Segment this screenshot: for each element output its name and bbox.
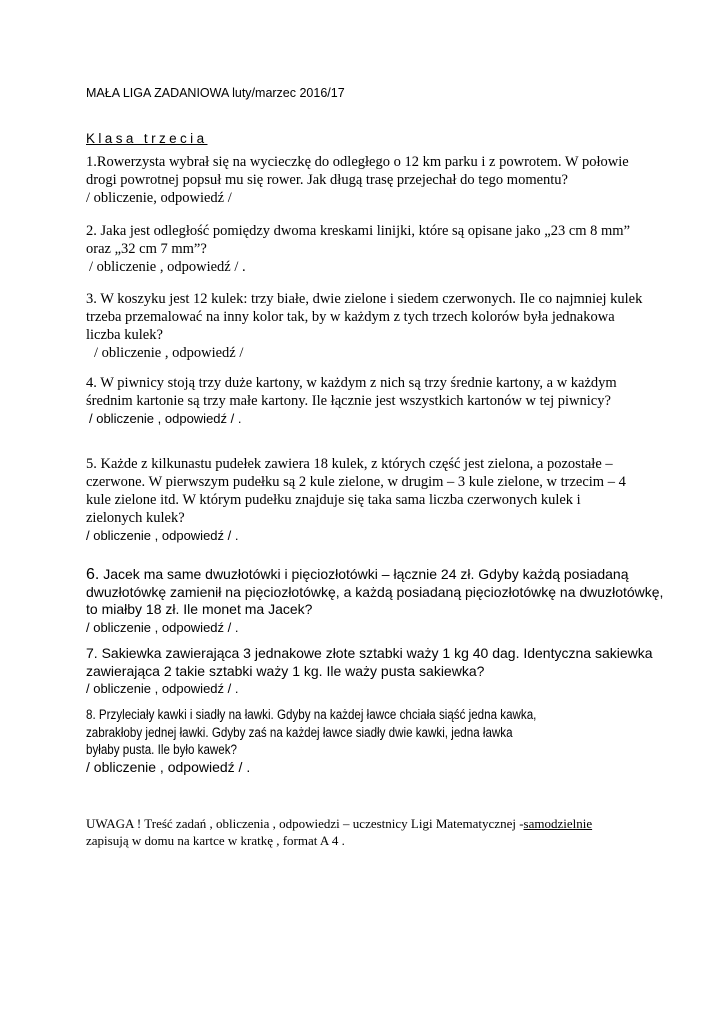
task-text-line: 8. Przyleciały kawki i siadły na ławki. Gdyby na każdej ławce chciała siąść jedna kawka,: [86, 707, 537, 722]
task-text-line: zawierająca 2 takie sztabki waży 1 kg. Ile waży pusta sakiewka?: [86, 662, 485, 679]
task-text-line: oraz „32 cm 7 mm”?: [86, 241, 207, 257]
note-text: UWAGA ! Treść zadań , obliczenia , odpowiedzi – uczestnicy Ligi Matematycznej -: [86, 816, 524, 831]
task-text-line: 1.Rowerzysta wybrał się na wycieczkę do odległego o 12 km parku i z powrotem. W połowie: [86, 154, 629, 170]
answer-hint: / obliczenie, odpowiedź /: [86, 190, 232, 206]
task-3: [86, 290, 646, 362]
task-text-line: drogi powrotnej popsuł mu się rower. Jak długą trasę przejechał do tego momentu?: [86, 172, 568, 188]
task-number: 6.: [86, 566, 100, 583]
answer-hint: / obliczenie , odpowiedź / .: [86, 758, 251, 775]
task-text-line: Jacek ma same dwuzłotówki i pięciozłotówki – łącznie 24 zł. Gdyby każdą posiadaną: [99, 566, 629, 582]
task-text-line: średnim kartonie są trzy małe kartony. Ile łącznie jest wszystkich kartonów w tej piwnicy?: [86, 393, 611, 409]
answer-hint: / obliczenie , odpowiedź / .: [86, 681, 239, 696]
answer-hint: / obliczenie , odpowiedź / .: [89, 411, 242, 426]
page-title: MAŁA LIGA ZADANIOWA luty/marzec 2016/17: [86, 86, 345, 100]
task-text-line: 3. W koszyku jest 12 kulek: trzy białe, dwie zielone i siedem czerwonych. Ile co najmniej kulek: [86, 291, 643, 307]
note-text: zapisują w domu na kartce w kratkę , format A 4 .: [86, 833, 345, 848]
answer-hint: / obliczenie , odpowiedź /: [94, 345, 244, 361]
task-text-line: zielonych kulek?: [86, 510, 185, 526]
task-text-line: 7. Sakiewka zawierająca 3 jednakowe złote sztabki waży 1 kg 40 dag. Identyczna sakiewka: [86, 645, 653, 661]
answer-hint: / obliczenie , odpowiedź / .: [86, 528, 239, 543]
task-7: [86, 645, 653, 698]
answer-hint: / obliczenie , odpowiedź / .: [89, 259, 246, 275]
task-text-line: liczba kulek?: [86, 327, 163, 343]
task-8: [86, 706, 646, 776]
class-heading: Klasa trzecia: [86, 131, 208, 146]
note-underlined-word: samodzielnie: [523, 816, 593, 831]
task-1: [86, 153, 646, 207]
task-text-line: kule zielone itd. W którym pudełku znajduje się taka sama liczba czerwonych kulek i: [86, 492, 581, 508]
task-2: [86, 222, 646, 276]
task-text-line: 4. W piwnicy stoją trzy duże kartony, w każdym z nich są trzy średnie kartony, a w każdym: [86, 375, 617, 391]
task-text-line: 2. Jaka jest odległość pomiędzy dwoma kreskami linijki, które są opisane jako „23 cm 8 mm”: [86, 223, 631, 239]
note: [86, 815, 646, 849]
task-text-line: 5. Każde z kilkunastu pudełek zawiera 18 kulek, z których część jest zielona, a pozostałe –: [86, 456, 613, 472]
task-4: [86, 374, 646, 428]
answer-hint: / obliczenie , odpowiedź / .: [86, 619, 239, 635]
task-text-line: to miałby 18 zł. Ile monet ma Jacek?: [86, 601, 313, 617]
task-text-line: byłaby pusta. Ile było kawek?: [86, 742, 238, 757]
task-6: [86, 566, 664, 636]
task-text-line: dwuzłotówkę zamienił na pięciozłotówkę, a każdą posiadaną pięciozłotówkę na dwuzłotówkę,: [86, 583, 664, 600]
task-text-line: zabrakłoby jednej ławki. Gdyby zaś na każdej ławce siadły dwie kawki, jedna ławka: [86, 724, 513, 740]
task-text-line: trzeba przemalować na inny kolor tak, by w każdym z tych trzech kolorów była jednakowa: [86, 309, 615, 325]
task-5: [86, 455, 646, 545]
task-text-line: czerwone. W pierwszym pudełku są 2 kule zielone, w drugim – 3 kule zielone, w trzecim – 4: [86, 474, 626, 490]
